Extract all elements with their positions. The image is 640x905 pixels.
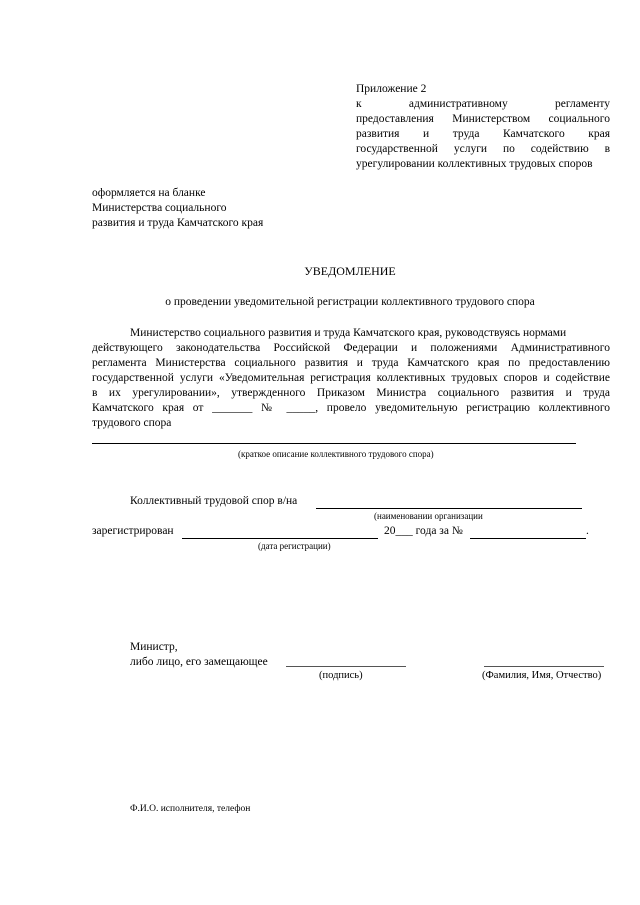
document-subtitle: о проведении уведомительной регистрации коллективного трудового спора [165,296,535,308]
organization-name-caption: (наименовании организации [374,511,483,521]
body-line-3: регламента Министерства социального развития и труда Камчатского края по предоставлению [92,357,610,369]
executor-contact: Ф.И.О. исполнителя, телефон [130,804,251,814]
appendix-line-5: урегулировании коллективных трудовых споров [356,158,593,170]
form-note-line-1: оформляется на бланке [92,187,206,199]
appendix-line-4: государственной услуги по содействию в [356,143,610,155]
body-line-7: трудового спора [92,417,172,429]
registration-end: . [586,525,589,537]
full-name-line[interactable] [484,666,604,667]
dispute-description-caption: (краткое описание коллективного трудового спора) [238,449,434,459]
dispute-description-line[interactable] [92,443,576,444]
signature-line[interactable] [286,666,406,667]
appendix-line-3: развития и труда Камчатского края [356,128,610,140]
signature-caption: (подпись) [319,670,363,681]
registration-date-caption: (дата регистрации) [258,541,331,551]
registration-year-text: 20___ года за № [384,525,463,537]
dispute-organization-label: Коллективный трудовой спор в/на [130,495,298,507]
body-line-2: действующего законодательства Российской Федерации и положениями Административного [92,342,610,354]
organization-name-line[interactable] [316,508,582,509]
appendix-line-1: к административному регламенту [356,98,610,110]
body-line-5: в их урегулировании», утвержденного Приказом Министра социального развития и труда [92,387,610,399]
substitute-label: либо лицо, его замещающее [130,656,268,668]
body-line-1: Министерство социального развития и труда Камчатского края, руководствуясь нормами [130,327,567,339]
registration-label: зарегистрирован [92,525,174,537]
appendix-title: Приложение 2 [356,83,427,95]
registration-number-line[interactable] [470,538,586,539]
body-line-6: Камчатского края от _______ № _____, провело уведомительную регистрацию коллективного [92,402,610,414]
minister-label: Министр, [130,641,178,653]
appendix-line-2: предоставления Министерством социального [356,113,610,125]
registration-date-line[interactable] [182,538,378,539]
form-note-line-2: Министерства социального [92,202,227,214]
document-title: УВЕДОМЛЕНИЕ [304,264,396,278]
body-line-4: государственной услуги «Уведомительная регистрация коллективных трудовых споров и содействие [92,372,610,384]
form-note-line-3: развития и труда Камчатского края [92,217,264,229]
full-name-caption: (Фамилия, Имя, Отчество) [482,670,602,681]
